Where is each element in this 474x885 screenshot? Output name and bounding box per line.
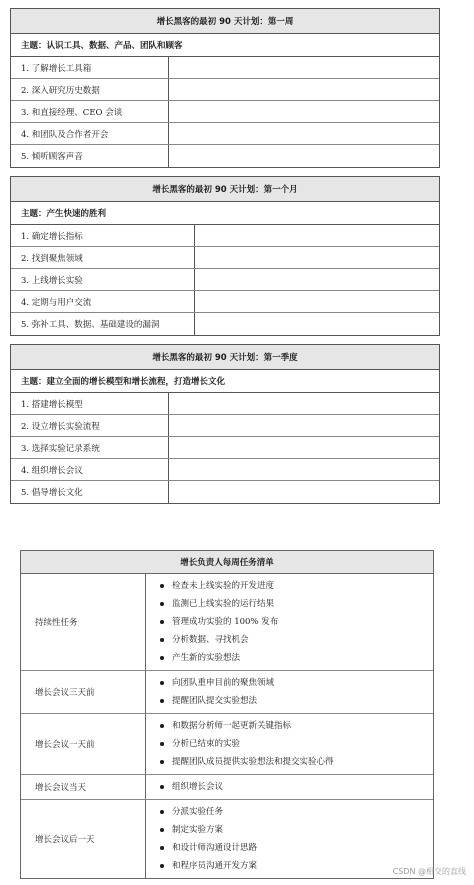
table-row: [11, 123, 439, 145]
task-list: [146, 714, 433, 774]
task-list: [146, 775, 433, 799]
list-item: 分析已结束的实验: [172, 735, 433, 753]
task-cell: 3. 上线增长实验: [11, 269, 195, 290]
blank-cell: [169, 145, 439, 167]
row-label: 增长会议三天前: [21, 671, 146, 713]
task-cell: 2. 深入研究历史数据: [11, 79, 169, 100]
task-cell: 5. 倡导增长文化: [11, 481, 169, 503]
list-item: 分析数据、寻找机会: [172, 631, 433, 649]
plan-quarter-one: [10, 344, 440, 504]
task-list: [146, 671, 433, 713]
task-cell: 5. 倾听顾客声音: [11, 145, 169, 167]
row-label: 增长会议后一天: [21, 800, 146, 878]
list-item: 和设计师沟通设计思路: [172, 839, 433, 857]
table-row: [11, 247, 439, 269]
task-cell: 4. 和团队及合作者开会: [11, 123, 169, 144]
task-cell: 4. 定期与用户交流: [11, 291, 195, 312]
blank-cell: [169, 437, 439, 458]
plan-title: 增长黑客的最初 90 天计划：第一个月: [11, 177, 439, 202]
row-label: 增长会议当天: [21, 775, 146, 799]
list-item: 提醒团队提交实验想法: [172, 692, 433, 710]
task-list: [146, 800, 433, 878]
blank-cell: [169, 481, 439, 503]
table-row: [11, 269, 439, 291]
watermark: CSDN @相交的直线: [392, 867, 466, 876]
blank-cell: [169, 79, 439, 100]
table-row: [11, 101, 439, 123]
blank-cell: [195, 313, 439, 335]
table-row: [11, 79, 439, 101]
blank-cell: [195, 269, 439, 290]
task-cell: 3. 和直接经理、CEO 会谈: [11, 101, 169, 122]
plan-theme: 主题：建立全面的增长模型和增长流程，打造增长文化: [11, 370, 439, 393]
plan-theme: 主题：产生快速的胜利: [11, 202, 439, 225]
blank-cell: [169, 459, 439, 480]
table-row: [11, 313, 439, 335]
list-item: 检查未上线实验的开发进度: [172, 577, 433, 595]
list-item: 管理成功实验的 100% 发布: [172, 613, 433, 631]
list-item: 监测已上线实验的运行结果: [172, 595, 433, 613]
table-row: [11, 145, 439, 167]
plan-title: 增长黑客的最初 90 天计划：第一季度: [11, 345, 439, 370]
blank-cell: [169, 57, 439, 78]
blank-cell: [169, 123, 439, 144]
blank-cell: [169, 101, 439, 122]
task-cell: 2. 找到聚焦领域: [11, 247, 195, 268]
table-row: [11, 57, 439, 79]
blank-cell: [195, 291, 439, 312]
blank-cell: [169, 415, 439, 436]
table-row: [11, 481, 439, 503]
table-row: [11, 393, 439, 415]
list-item: 组织增长会议: [172, 778, 433, 796]
table-row: [21, 800, 433, 878]
task-cell: 1. 搭建增长模型: [11, 393, 169, 414]
table-row: [21, 574, 433, 671]
list-item: 产生新的实验想法: [172, 649, 433, 667]
table-row: [11, 291, 439, 313]
plan-week-one: [10, 8, 440, 168]
plan-month-one: [10, 176, 440, 336]
task-cell: 4. 组织增长会议: [11, 459, 169, 480]
table-row: [11, 437, 439, 459]
table-row: [21, 671, 433, 714]
task-cell: 1. 了解增长工具箱: [11, 57, 169, 78]
list-item: 和数据分析师一起更新关键指标: [172, 717, 433, 735]
table-row: [11, 415, 439, 437]
list-item: 制定实验方案: [172, 821, 433, 839]
task-list: [146, 574, 433, 670]
task-cell: 5. 弥补工具、数据、基础建设的漏洞: [11, 313, 195, 335]
task-cell: 2. 设立增长实验流程: [11, 415, 169, 436]
weekly-task-table: [20, 550, 434, 879]
list-item: 和程序员沟通开发方案: [172, 857, 433, 875]
task-cell: 3. 选择实验记录系统: [11, 437, 169, 458]
task-cell: 1. 确定增长指标: [11, 225, 195, 246]
row-label: 持续性任务: [21, 574, 146, 670]
plan-theme: 主题：认识工具、数据、产品、团队和顾客: [11, 34, 439, 57]
list-item: 提醒团队成员提供实验想法和提交实验心得: [172, 753, 433, 771]
plan-title: 增长黑客的最初 90 天计划：第一周: [11, 9, 439, 34]
list-item: 向团队重申目前的聚焦领域: [172, 674, 433, 692]
blank-cell: [195, 247, 439, 268]
blank-cell: [195, 225, 439, 246]
table-row: [11, 225, 439, 247]
list-item: 分派实验任务: [172, 803, 433, 821]
table-row: [11, 459, 439, 481]
table-row: [21, 775, 433, 800]
table-row: [21, 714, 433, 775]
row-label: 增长会议一天前: [21, 714, 146, 774]
blank-cell: [169, 393, 439, 414]
weekly-table-title: 增长负责人每周任务清单: [21, 551, 433, 574]
